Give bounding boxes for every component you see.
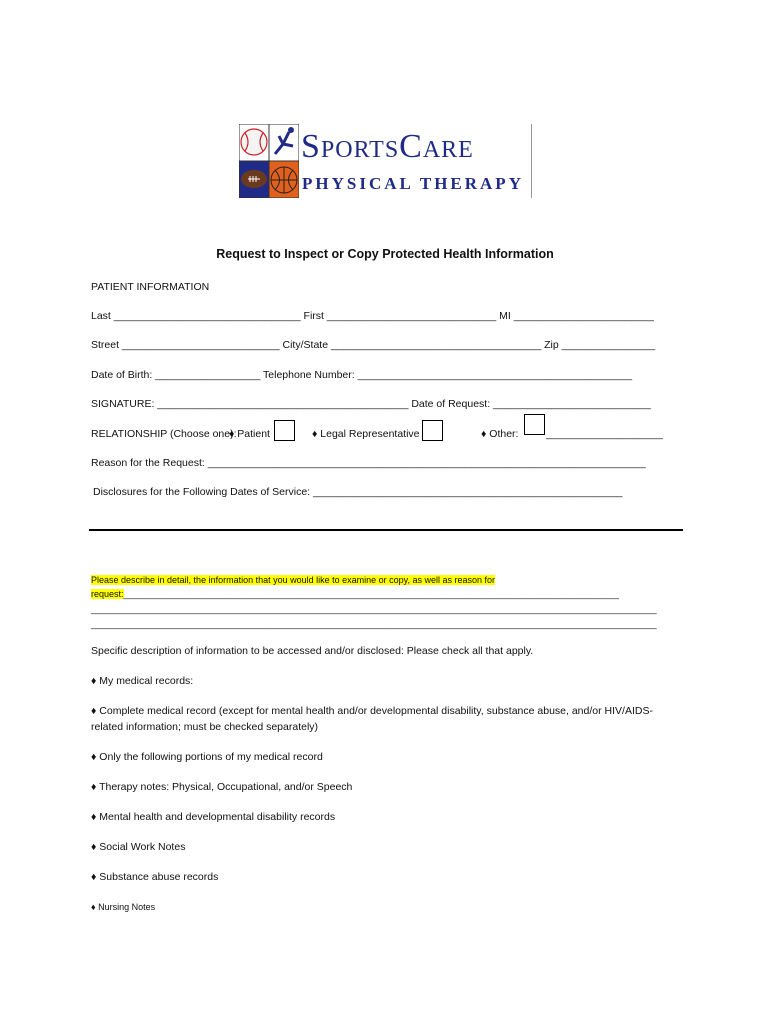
- sports-balls-logo-icon: [239, 124, 299, 198]
- describe-line-2[interactable]: _________________________________________________________________________________________________________________: [91, 604, 657, 614]
- option-nursing-notes[interactable]: ♦ Nursing Notes: [91, 902, 156, 912]
- describe-prompt: [91, 573, 495, 587]
- relationship-patient-label: ♦ Patient: [229, 428, 270, 440]
- describe-line-3[interactable]: _________________________________________________________________________________________________________________: [91, 619, 657, 629]
- company-logo: [239, 124, 535, 198]
- other-checkbox[interactable]: [524, 414, 545, 435]
- patient-info-heading: PATIENT INFORMATION: [91, 281, 210, 293]
- section-divider: [89, 529, 683, 531]
- relationship-label: RELATIONSHIP (Choose one):: [91, 428, 237, 440]
- option-portions-of-record[interactable]: ♦ Only the following portions of my medical record: [91, 751, 323, 763]
- logo-subtitle: PHYSICAL THERAPY: [302, 174, 524, 193]
- reason-field-line[interactable]: Reason for the Request: ___________________________________________________________________________: [91, 457, 646, 469]
- name-fields-line[interactable]: Last ________________________________ First _____________________________ MI ________________________: [91, 310, 654, 322]
- describe-prompt-line2[interactable]: [91, 587, 619, 601]
- option-my-medical-records[interactable]: ♦ My medical records:: [91, 675, 194, 687]
- logo-divider: [531, 124, 532, 198]
- address-fields-line[interactable]: Street ___________________________ City/State ____________________________________ Zip ________________: [91, 339, 656, 351]
- legal-representative-checkbox[interactable]: [422, 420, 443, 441]
- option-mental-health-records[interactable]: ♦ Mental health and developmental disability records: [91, 811, 336, 823]
- dob-phone-fields-line[interactable]: Date of Birth: __________________ Telephone Number: _______________________________________________: [91, 369, 633, 381]
- patient-checkbox[interactable]: [274, 420, 295, 441]
- option-complete-medical-record[interactable]: ♦ Complete medical record (except for mental health and/or developmental disability, substance abuse, and/or HIV/AIDS-: [91, 705, 653, 717]
- option-therapy-notes[interactable]: ♦ Therapy notes: Physical, Occupational, and/or Speech: [91, 781, 353, 793]
- describe-prompt-cont: request:: [91, 589, 124, 599]
- describe-prompt-text: Please describe in detail, the information that you would like to examine or copy, as well as reason for: [91, 575, 496, 585]
- logo-brand-name: SportsCare: [301, 128, 474, 165]
- signature-date-fields-line[interactable]: SIGNATURE: ___________________________________________ Date of Request: ___________________________: [91, 398, 651, 410]
- document-title: Request to Inspect or Copy Protected Health Information: [216, 247, 554, 261]
- describe-line-1[interactable]: ___________________________________________________________________________________________________: [123, 589, 620, 599]
- relationship-other-label: ♦ Other:: [481, 428, 519, 440]
- relationship-legal-rep-label: ♦ Legal Representative: [312, 428, 420, 440]
- disclosure-dates-field-line[interactable]: Disclosures for the Following Dates of Service: _____________________________________________________: [93, 486, 623, 498]
- specific-description-heading: Specific description of information to be accessed and/or disclosed: Please check all that apply.: [91, 645, 534, 657]
- other-text-line[interactable]: ____________________: [546, 428, 663, 440]
- option-social-work-notes[interactable]: ♦ Social Work Notes: [91, 841, 186, 853]
- option-complete-medical-record-cont: related information; must be checked separately): [91, 721, 319, 733]
- option-substance-abuse-records[interactable]: ♦ Substance abuse records: [91, 871, 219, 883]
